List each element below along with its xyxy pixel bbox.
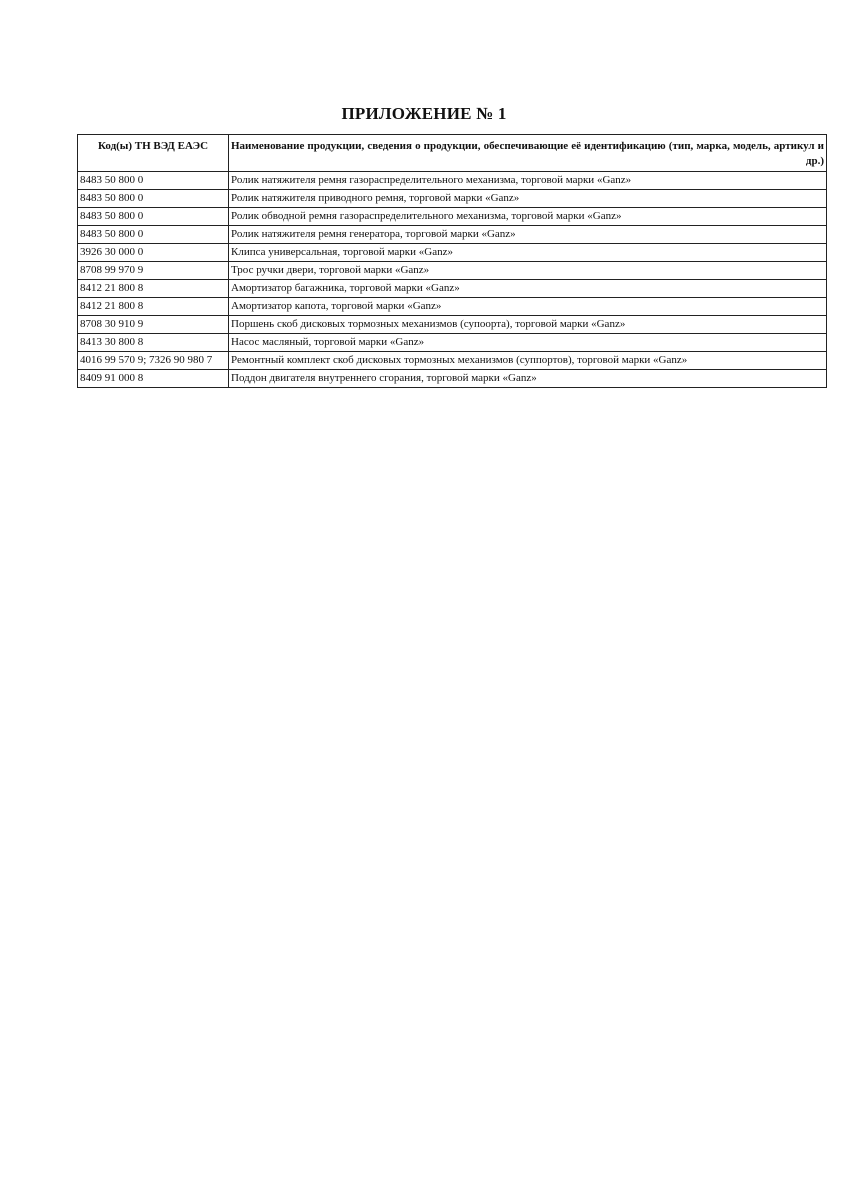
page-title: ПРИЛОЖЕНИЕ № 1 (341, 104, 507, 123)
cell-code: 8412 21 800 8 (78, 280, 229, 298)
cell-code: 8413 30 800 8 (78, 334, 229, 352)
cell-name: Амортизатор капота, торговой марки «Ganz» (229, 298, 827, 316)
table-row (78, 226, 827, 244)
cell-code: 8708 30 910 9 (78, 316, 229, 334)
table-row (78, 280, 827, 298)
table-row (78, 262, 827, 280)
cell-code: 8412 21 800 8 (78, 298, 229, 316)
table-row (78, 370, 827, 388)
cell-name: Ремонтный комплект скоб дисковых тормозных механизмов (суппортов), торговой марки «Ganz» (229, 352, 827, 370)
cell-name: Клипса универсальная, торговой марки «Ganz» (229, 244, 827, 262)
cell-name: Ролик натяжителя ремня газораспределительного механизма, торговой марки «Ganz» (229, 172, 827, 190)
cell-code: 4016 99 570 9; 7326 90 980 7 (78, 352, 229, 370)
cell-name: Поршень скоб дисковых тормозных механизмов (супоорта), торговой марки «Ganz» (229, 316, 827, 334)
cell-name: Трос ручки двери, торговой марки «Ganz» (229, 262, 827, 280)
product-table (77, 134, 827, 388)
table-row (78, 334, 827, 352)
cell-name: Ролик натяжителя приводного ремня, торговой марки «Ganz» (229, 190, 827, 208)
cell-code: 3926 30 000 0 (78, 244, 229, 262)
cell-code: 8483 50 800 0 (78, 208, 229, 226)
cell-code: 8708 99 970 9 (78, 262, 229, 280)
cell-name: Амортизатор багажника, торговой марки «Ganz» (229, 280, 827, 298)
table-row (78, 244, 827, 262)
cell-code: 8483 50 800 0 (78, 226, 229, 244)
header-name: Наименование продукции, сведения о продукции, обеспечивающие её идентификацию (тип, марка, модель, артикул и др.) (229, 135, 827, 172)
cell-code: 8409 91 000 8 (78, 370, 229, 388)
cell-name: Насос масляный, торговой марки «Ganz» (229, 334, 827, 352)
cell-code: 8483 50 800 0 (78, 190, 229, 208)
header-code: Код(ы) ТН ВЭД ЕАЭС (78, 135, 229, 172)
cell-name: Ролик обводной ремня газораспределительного механизма, торговой марки «Ganz» (229, 208, 827, 226)
table-row (78, 190, 827, 208)
cell-name: Поддон двигателя внутреннего сгорания, торговой марки «Ganz» (229, 370, 827, 388)
cell-name: Ролик натяжителя ремня генератора, торговой марки «Ganz» (229, 226, 827, 244)
table-row (78, 298, 827, 316)
table-header-row (78, 135, 827, 172)
table-row (78, 208, 827, 226)
table-row (78, 172, 827, 190)
table-row (78, 316, 827, 334)
cell-code: 8483 50 800 0 (78, 172, 229, 190)
table-row (78, 352, 827, 370)
